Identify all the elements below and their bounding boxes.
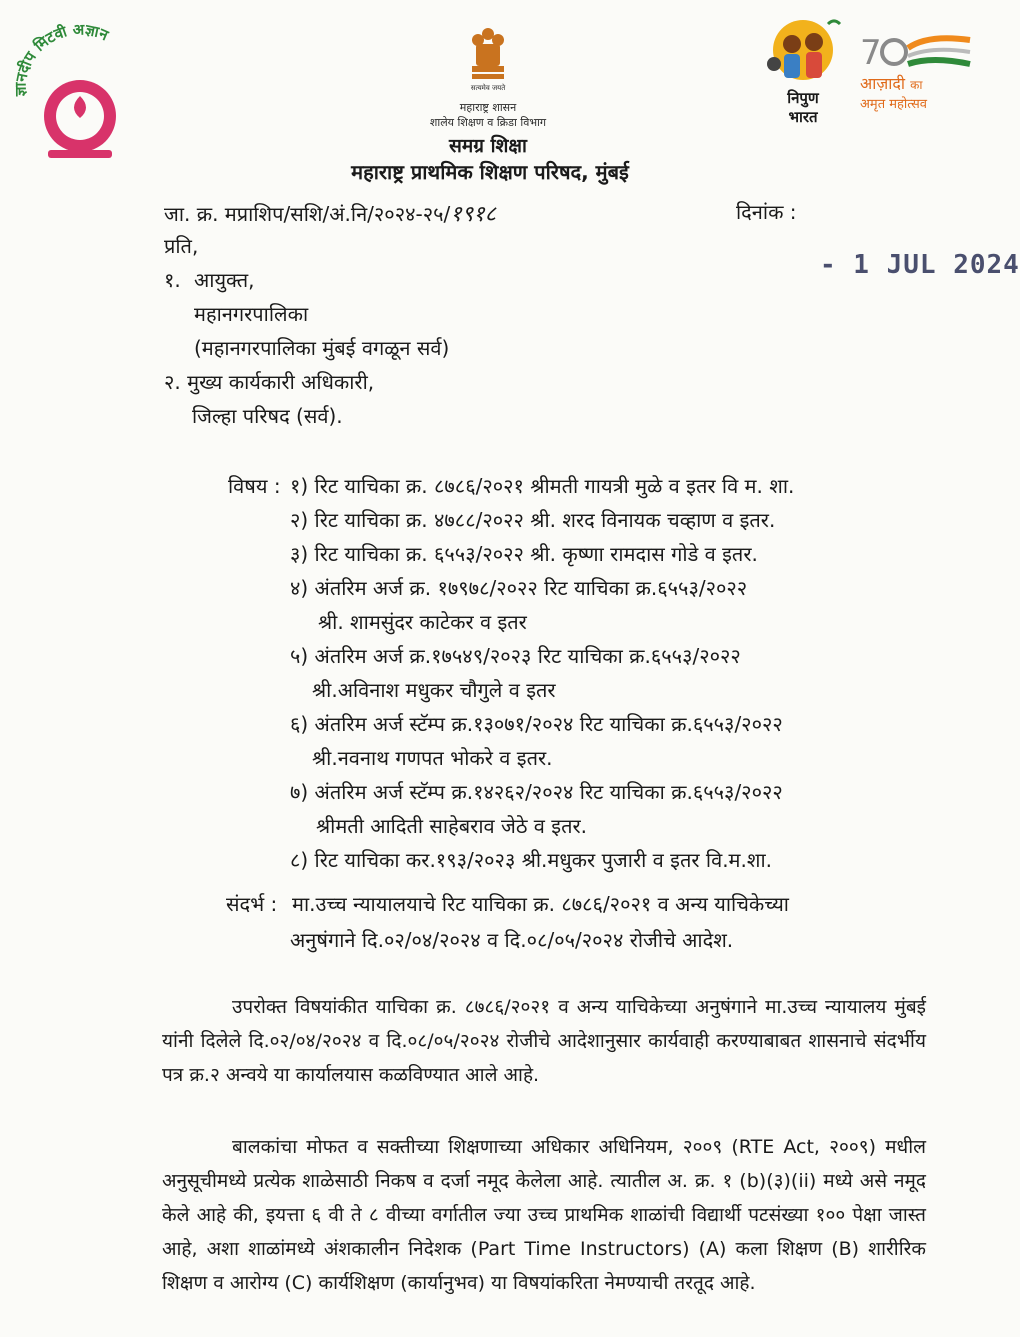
govt-name: महाराष्ट्र शासन — [459, 101, 517, 114]
azadi-word: आज़ादी — [860, 74, 906, 93]
nipun-bharat-logo — [758, 16, 848, 128]
sandarbh-line1: मा.उच्च न्यायालयाचे रिट याचिका क्र. ८७८६/२०२१ व अन्य याचिकेच्या — [292, 892, 789, 916]
body-paragraph-2 — [162, 1130, 926, 1300]
state-emblem — [466, 26, 510, 92]
subject-item: श्री. शामसुंदर काटेकर व इतर — [318, 610, 527, 634]
subject-label: विषय : — [228, 474, 281, 498]
reference-prefix: जा. क्र. मप्राशिप/सशि/अं.नि/२०२४-२५/ — [164, 202, 451, 226]
sandarbh-line2: अनुषंगाने दि.०२/०४/२०२४ व दि.०८/०५/२०२४ रोजीचे आदेश. — [290, 928, 734, 952]
emblem-motto: सत्यमेव जयते — [470, 84, 506, 92]
prati-label: प्रति, — [164, 234, 199, 258]
subject-item: १) रिट याचिका क्र. ८७८६/२०२१ श्रीमती गायत्री मुळे व इतर वि म. शा. — [290, 474, 795, 498]
nipun-line1: निपुण — [787, 89, 819, 107]
subject-item: श्रीमती आदिती साहेबराव जेठे व इतर. — [316, 814, 588, 838]
azadi-75-icon — [856, 30, 976, 72]
addressee2-line1: २. मुख्य कार्यकारी अधिकारी, — [164, 370, 375, 394]
para2-text: बालकांचा मोफत व सक्तीच्या शिक्षणाच्या अधिकार अधिनियम, २००९ (RTE Act, २००९) मधील अनुसूचीमध्ये प्रत्येक शाळेसाठी निकष व दर्जा नमूद केलेला आहे. त्यातील अ. क्र. १ (b)(३)(ii) मध्ये असे नमूद केले आहे की, इयत्ता ६ वी ते ८ वीच्या वर्गातील ज्या उच्च प्राथमिक शाळांची विद्यार्थी पटसंख्या १०० पेक्षा जास्त आहे, अशा शाळांमध्ये अंशकालीन निदेशक (Part Time Instructors) (A) कला शिक्षण (B) शारीरिक शिक्षण व आरोग्य (C) कार्यशिक्षण (कार्यानुभव) या विषयांकरिता नेमण्याची तरतूद आहे. — [162, 1136, 926, 1294]
azadi-amrit-logo — [856, 30, 976, 120]
date-label: दिनांक : — [736, 200, 797, 224]
ashoka-emblem-icon — [466, 26, 510, 84]
sandarbh-label: संदर्भ : — [226, 892, 278, 916]
logo-motto-text: ज्ञानदीप मिटवी अज्ञान — [11, 20, 111, 97]
nipun-line2: भारत — [788, 108, 818, 126]
program-name: समग्र शिक्षा — [449, 135, 527, 157]
nipun-children-icon — [758, 16, 848, 90]
department-name: शालेय शिक्षण व क्रिडा विभाग — [429, 116, 547, 129]
subject-item: ७) अंतरिम अर्ज स्टॅम्प क्र.१४२६२/२०२४ रिट याचिका क्र.६५५३/२०२२ — [290, 780, 783, 804]
subject-item: ४) अंतरिम अर्ज क्र. १७९७८/२०२२ रिट याचिका क्र.६५५३/२०२२ — [290, 576, 748, 600]
addressee2-line2: जिल्हा परिषद (सर्व). — [192, 404, 343, 428]
addressee1-line2: महानगरपालिका — [194, 302, 309, 326]
subject-item: ६) अंतरिम अर्ज स्टॅम्प क्र.१३०७१/२०२४ रिट याचिका क्र.६५५३/२०२२ — [290, 712, 783, 736]
subject-item: २) रिट याचिका क्र. ४७८८/२०२२ श्री. शरद विनायक चव्हाण व इतर. — [290, 508, 776, 532]
svg-text:7: 7 — [860, 33, 882, 72]
subject-item: ५) अंतरिम अर्ज क्र.१७५४९/२०२३ रिट याचिका क्र.६५५३/२०२२ — [290, 644, 741, 668]
subject-item: श्री.अविनाश मधुकर चौगुले व इतर — [312, 678, 556, 702]
gyandeep-logo — [8, 18, 148, 168]
subject-item: ८) रिट याचिका कर.१९३/२०२३ श्री.मधुकर पुजारी व इतर वि.म.शा. — [290, 848, 773, 872]
para1-text: उपरोक्त विषयांकीत याचिका क्र. ८७८६/२०२१ व अन्य याचिकेच्या अनुषंगाने मा.उच्च न्यायालय मुंबई यांनी दिलेले दि.०२/०४/२०२४ व दि.०८/०५/२०२४ रोजीचे आदेशानुसार कार्यवाही करण्याबाबत शासनाचे संदर्भीय पत्र क्र.२ अन्वये या कार्यालयास कळविण्यात आले आहे. — [162, 996, 926, 1086]
reference-number — [164, 198, 496, 228]
addressee1-title: आयुक्त, — [194, 268, 255, 292]
subject-item: ३) रिट याचिका क्र. ६५५३/२०२२ श्री. कृष्णा रामदास गोडे व इतर. — [290, 542, 758, 566]
gyandeep-emblem-icon — [8, 18, 148, 168]
council-name: महाराष्ट्र प्राथमिक शिक्षण परिषद, मुंबई — [351, 160, 629, 184]
addressee1-num: १. — [164, 268, 181, 292]
date-stamp: - 1 JUL 2024 — [820, 250, 1020, 280]
body-paragraph-1 — [162, 990, 926, 1092]
addressee1-line3: (महानगरपालिका मुंबई वगळून सर्व) — [194, 336, 450, 360]
handwritten-number: १९१८ — [450, 202, 497, 227]
azadi-ka: का — [910, 78, 923, 92]
subject-item: श्री.नवनाथ गणपत भोकरे व इतर. — [312, 746, 553, 770]
azadi-line2: अमृत महोत्सव — [860, 97, 928, 112]
